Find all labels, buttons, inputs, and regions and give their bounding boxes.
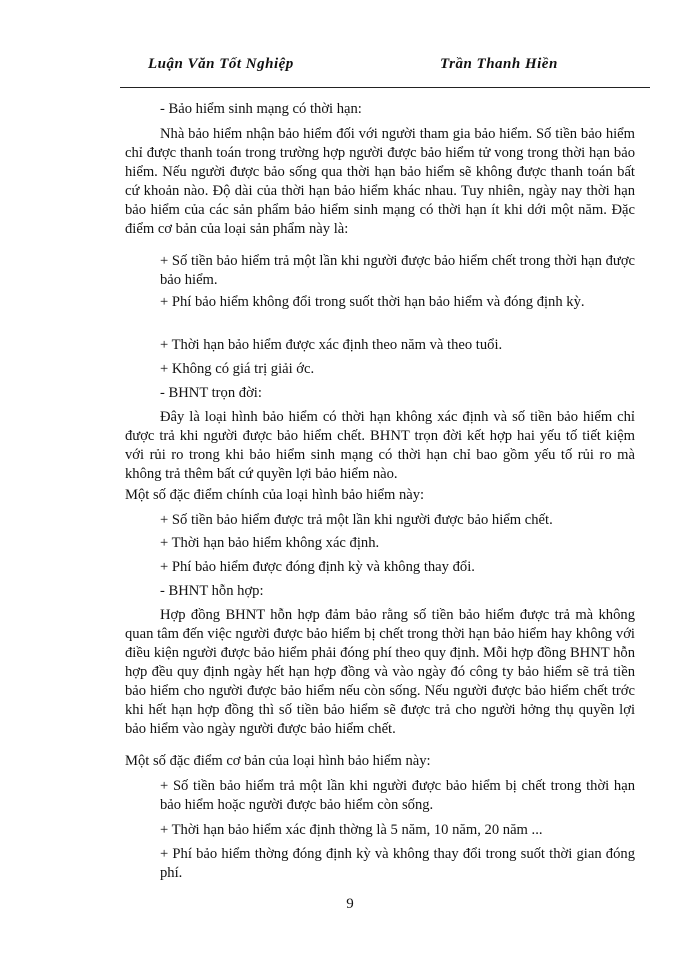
bullet-item: + Phí bảo hiểm không đổi trong suốt thời hạn bảo hiểm và đóng định kỳ. [160,294,585,310]
bullet-item: + Không có giá trị giải ớc. [160,361,315,377]
paragraph: Nhà bảo hiểm nhận bảo hiểm đối với người tham gia bảo hiểm. Số tiền bảo hiểm chỉ được thanh toán trong trường hợp người được bảo hiểm tử vong trong thời hạn bảo hiểm. Nếu người được bảo sống qua thời hạn bảo hiểm sẽ không được thanh toán bất cứ khoản nào. Độ dài của thời hạn bảo hiểm khác nhau. Tuy nhiên, ngày nay thời hạn bảo hiểm của các sản phẩm bảo hiểm sinh mạng có thời hạn ít khi dới một năm. Đặc điểm cơ bản của loại sản phẩm này là: [125,126,635,237]
header-author: Trần Thanh Hiền [440,56,558,72]
bullet-item: + Phí bảo hiểm thờng đóng định kỳ và không thay đổi trong suốt thời gian đóng phí. [160,846,635,881]
paragraph: Đây là loại hình bảo hiểm có thời hạn không xác định và số tiền bảo hiểm chỉ được trả khi người được bảo hiểm chết. BHNT trọn đời kết hợp hai yếu tố tiết kiệm với rủi ro trong khi bảo hiểm sinh mạng có thời hạn chỉ bao gồm yếu tố rủi ro mà không trả thêm bất cứ quyền lợi bảo hiểm nào. [125,409,635,482]
header-rule [120,87,650,88]
header-title: Luận Văn Tốt Nghiệp [148,56,294,72]
bullet-item: + Phí bảo hiểm được đóng định kỳ và không thay đổi. [160,559,475,575]
bullet-item: + Số tiền bảo hiểm trả một lần khi người được bảo hiểm bị chết trong thời hạn bảo hiểm hoặc người được bảo hiểm còn sống. [160,778,635,813]
section-heading: - BHNT hỗn hợp: [160,583,264,599]
section-heading: - Bảo hiểm sinh mạng có thời hạn: [160,101,362,117]
bullet-item: + Thời hạn bảo hiểm không xác định. [160,535,380,551]
bullet-item: + Số tiền bảo hiểm được trả một lần khi người được bảo hiểm chết. [160,512,553,528]
paragraph: Hợp đồng BHNT hỗn hợp đảm bảo rằng số tiền bảo hiểm được trả mà không quan tâm đến việc người được bảo hiểm bị chết trong thời hạn bảo hiểm hay không với điều kiện người được bảo hiểm phải đóng phí theo quy định. Mỗi hợp đồng BHNT hỗn hợp đều quy định ngày hết hạn hợp đồng và vào ngày đó công ty bảo hiểm sẽ trả tiền bảo hiểm cho người được bảo hiểm nếu còn sống. Nếu người được bảo hiểm chết trớc khi hết hạn hợp đồng thì số tiền bảo hiểm sẽ được trả cho người hởng thụ quyền lợi bảo hiểm vào ngày người được bảo hiểm chết. [125,607,635,737]
paragraph: Một số đặc điểm cơ bản của loại hình bảo hiểm này: [125,753,431,769]
bullet-item: + Thời hạn bảo hiểm xác định thờng là 5 năm, 10 năm, 20 năm ... [160,822,543,838]
section-heading: - BHNT trọn đời: [160,385,262,401]
page-number: 9 [346,896,354,912]
paragraph: Một số đặc điểm chính của loại hình bảo hiểm này: [125,487,425,503]
page-header [120,50,650,90]
bullet-item: + Thời hạn bảo hiểm được xác định theo năm và theo tuổi. [160,337,503,353]
bullet-item: + Số tiền bảo hiểm trả một lần khi người được bảo hiểm chết trong thời hạn được bảo hiểm. [160,253,636,288]
